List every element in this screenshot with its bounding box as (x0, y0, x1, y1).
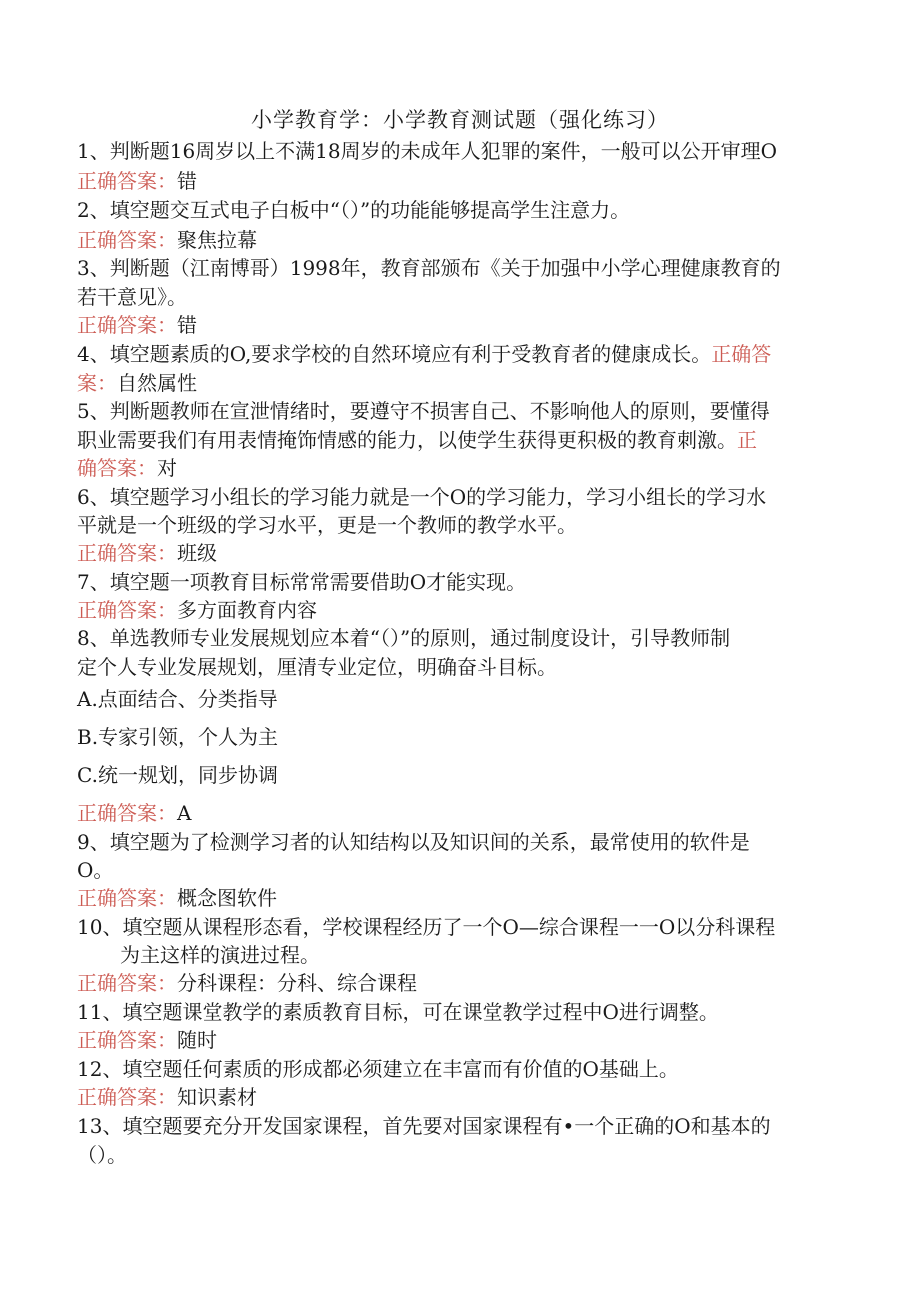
question-3-line-1: 3、判断题（江南博哥）1998年，教育部颁布《关于加强中小学心理健康教育的 (77, 256, 781, 280)
answer-label-part: 正 (737, 428, 757, 452)
question-9-line-2: O。 (77, 858, 114, 882)
question-1: 1、判断题16周岁以上不满18周岁的未成年人犯罪的案件，一般可以公开审理O (77, 139, 778, 163)
answer-label: 正确答案： (77, 971, 177, 995)
question-5-text: 职业需要我们有用表情掩饰情感的能力，以使学生获得更积极的教育刺激。 (77, 428, 737, 452)
answer-9 (77, 883, 277, 913)
question-13-line-2: （）。 (77, 1143, 127, 1167)
option-c: C.统一规划，同步协调 (77, 763, 278, 787)
question-4-text: 4、填空题素质的O,要求学校的自然环境应有利于受教育者的健康成长。 (77, 342, 712, 366)
question-6-line-1: 6、填空题学习小组长的学习能力就是一个O的学习能力，学习小组长的学习水 (77, 485, 767, 509)
answer-label: 正确答案： (77, 228, 177, 252)
answer-value: 多方面教育内容 (177, 598, 317, 622)
question-8-line-1: 8、单选教师专业发展规划应本着“（）”的原则，通过制度设计，引导教师制 (77, 626, 731, 650)
answer-value: 聚焦拉幕 (177, 228, 257, 252)
answer-6 (77, 538, 217, 568)
question-9-line-1: 9、填空题为了检测学习者的认知结构以及知识间的关系，最常使用的软件是 (77, 830, 750, 854)
option-b: B.专家引领，个人为主 (77, 725, 279, 749)
question-3-line-2: 若干意见》。 (77, 285, 187, 309)
answer-value: 错 (177, 313, 197, 337)
answer-2 (77, 225, 257, 255)
answer-value: 随时 (177, 1028, 217, 1052)
answer-11 (77, 1025, 217, 1055)
answer-value: 概念图软件 (177, 886, 277, 910)
answer-3 (77, 310, 197, 340)
answer-value: 分科课程：分科、综合课程 (177, 971, 417, 995)
answer-label: 正确答案： (77, 541, 177, 565)
answer-label-part: 案： (77, 371, 117, 395)
question-13-line-1: 13、填空题要充分开发国家课程，首先要对国家课程有•一个正确的O和基本的 (77, 1114, 771, 1138)
question-5-line-2 (77, 425, 757, 455)
answer-7 (77, 595, 317, 625)
answer-label: 正确答案： (77, 1085, 177, 1109)
answer-10 (77, 968, 417, 998)
answer-value: 知识素材 (177, 1085, 257, 1109)
answer-label: 正确答案： (77, 886, 177, 910)
question-6-line-2: 平就是一个班级的学习水平，更是一个教师的教学水平。 (77, 513, 577, 537)
answer-value: 自然属性 (117, 371, 197, 395)
answer-label: 正确答案： (77, 313, 177, 337)
answer-5 (77, 453, 177, 483)
answer-8 (77, 798, 191, 828)
answer-label: 正确答案： (77, 801, 177, 825)
answer-value: A (177, 801, 192, 825)
question-12: 12、填空题任何素质的形成都必须建立在丰富而有价值的O基础上。 (77, 1057, 679, 1081)
question-8-line-2: 定个人专业发展规划，厘清专业定位，明确奋斗目标。 (77, 655, 557, 679)
answer-12 (77, 1082, 257, 1112)
question-11: 11、填空题课堂教学的素质教育目标，可在课堂教学过程中O进行调整。 (77, 1000, 719, 1024)
option-a: A.点面结合、分类指导 (77, 687, 278, 711)
answer-label: 正确答案： (77, 1028, 177, 1052)
question-5-line-1: 5、判断题教师在宣泄情绪时，要遵守不损害自己、不影响他人的原则，要懂得 (77, 399, 770, 423)
question-7: 7、填空题一项教育目标常常需要借助O才能实现。 (77, 570, 527, 594)
question-10-line-1: 10、填空题从课程形态看，学校课程经历了一个O—综合课程一一O以分科课程 (77, 915, 776, 939)
answer-value: 错 (177, 169, 197, 193)
question-2: 2、填空题交互式电子白板中“（）”的功能能够提高学生注意力。 (77, 198, 631, 222)
page-title: 小学教育学：小学教育测试题（强化练习） (251, 108, 669, 132)
answer-1 (77, 166, 197, 196)
answer-label-part: 正确答 (711, 342, 772, 366)
answer-4 (77, 368, 197, 398)
question-4-line-1 (77, 339, 771, 369)
answer-label: 正确答案： (77, 169, 177, 193)
answer-value: 班级 (177, 541, 217, 565)
question-10-line-2: 为主这样的演进过程。 (120, 943, 320, 967)
answer-label-part: 确答案： (77, 456, 157, 480)
answer-label: 正确答案： (77, 598, 177, 622)
answer-value: 对 (157, 456, 177, 480)
